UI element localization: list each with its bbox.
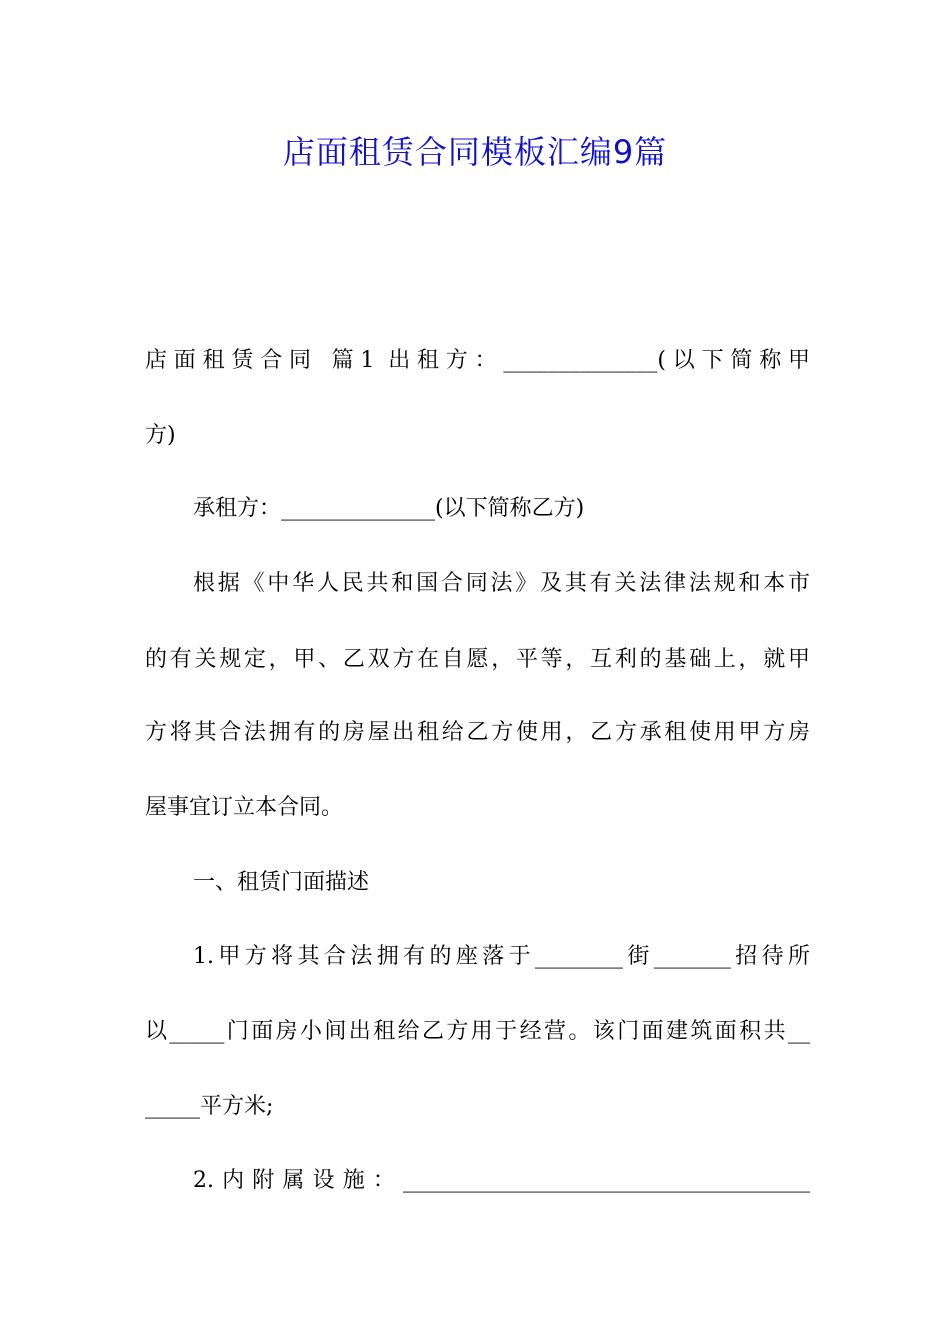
text-line-10: 以_____门面房小间出租给乙方用于经营。该门面建筑面积共__: [145, 1019, 810, 1044]
text-line-11: _____平方米;: [145, 1094, 274, 1119]
text-line-7: 屋事宜订立本合同。: [145, 795, 344, 820]
text-line-1: 店面租赁合同 篇1 出租方：______________(以下简称甲: [145, 348, 810, 373]
text-line-3: 承租方：______________(以下简称乙方): [193, 496, 585, 521]
text-line-12: 2.内附属设施：_____________________________________: [193, 1168, 810, 1193]
text-line-9: 1.甲方将其合法拥有的座落于________街_______招待所: [193, 944, 810, 969]
section-heading-1: 一、租赁门面描述: [193, 870, 370, 895]
document-title: 店面租赁合同模板汇编9篇: [282, 133, 668, 171]
text-line-2: 方): [145, 423, 176, 448]
text-line-6: 方将其合法拥有的房屋出租给乙方使用，乙方承租使用甲方房: [145, 720, 810, 745]
text-line-5: 的有关规定，甲、乙双方在自愿，平等，互利的基础上，就甲: [145, 647, 810, 672]
text-line-4: 根据《中华人民共和国合同法》及其有关法律法规和本市: [193, 571, 810, 596]
